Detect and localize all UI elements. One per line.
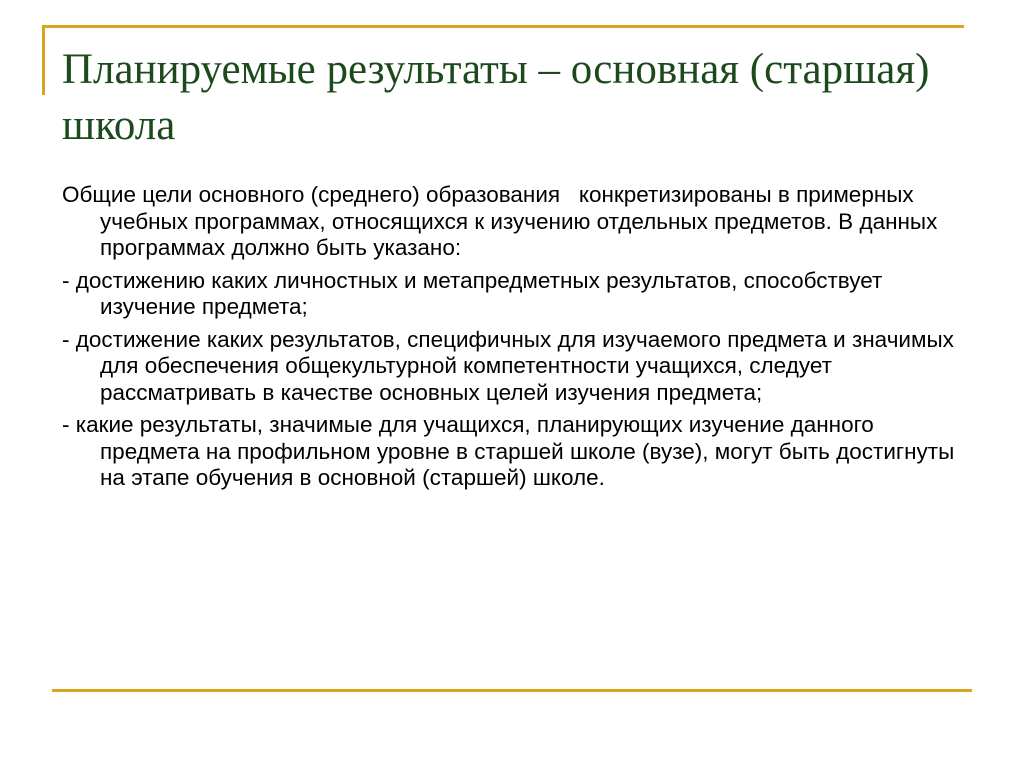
slide-body [62,182,962,498]
accent-line-left [42,25,45,95]
paragraph-subject-results: - достижение каких результатов, специфичных для изучаемого предмета и значимых для обеспечения общекультурной компетентности учащихся, следует рассматривать в качестве основных целей изучения предмета; [62,326,961,405]
accent-line-bottom [52,689,972,692]
paragraph-personal-results: - достижению каких личностных и метапредметных результатов, способствует изучение предмета; [62,267,889,319]
accent-line-top [42,25,964,28]
paragraph-intro: Общие цели основного (среднего) образования конкретизированы в примерных учебных программах, относящихся к изучению отдельных предметов. В данных программах должно быть указано: [62,182,944,260]
paragraph-profile-results: - какие результаты, значимые для учащихся, планирующих изучение данного предмета на профильном уровне в старшей школе (вузе), могут быть достигнуты на этапе обучения в основной (старшей) школе. [62,412,961,490]
slide-title: Планируемые результаты – основная (старшая) школа [62,46,930,149]
